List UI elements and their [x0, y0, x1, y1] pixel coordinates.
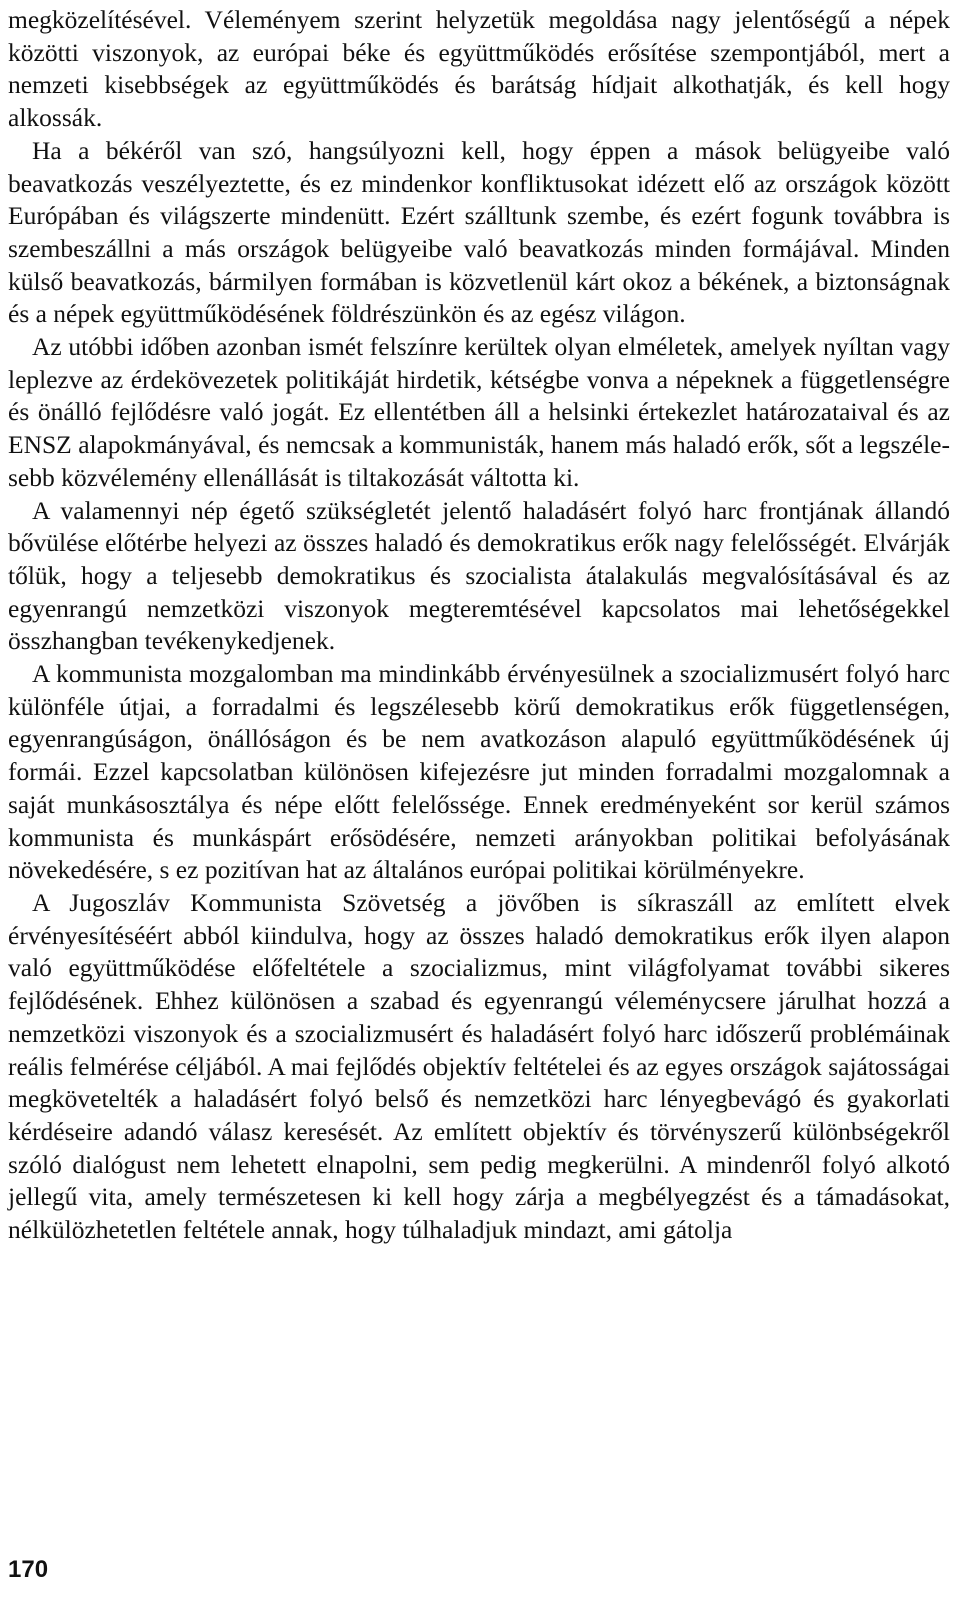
paragraph-continued: megközelítésével. Véleményem szerint helyzetük megoldása nagy jelentőségű a népek közötti viszonyok, az európai béke és együttműködés erősítése szempontjából, mert a nemzeti kisebbségek az együttműködés és barátság hídjait alkothatják, és kell hogy alkossák.: [8, 5, 950, 133]
paragraph: Ha a békéről van szó, hangsúlyozni kell, hogy éppen a mások belügyeibe való beavatkozás veszélyeztette, és ez mindenkor konfliktusokat idézett elő az országok között Európában és világszerte mindenütt. Ezért szálltunk szembe, és ezért fogunk továbbra is szembeszállni a más országok belügyeibe való beavatkozás minden formájával. Minden külső beavatkozás, bármilyen formában is közvetlenül kárt okoz a békének, a biztonságnak és a népek együttműködésének földrészünkön és az egész világon.: [8, 135, 950, 329]
paragraph: A kommunista mozgalomban ma mindinkább érvényesülnek a szocializmusért folyó harc különféle útjai, a forradalmi és legszélesebb körű demokratikus erők függetlenségen, egyenrangúságon, önállóságon és be nem avatkozáson alapuló együttműködésének új formái. Ezzel kapcsolatban különösen kifejezésre jut minden forradalmi mozgalomnak a saját munkásosztálya és népe előtt felelőssége. Ennek eredményeként sor kerül számos kommunista és munkáspárt erősödésére, nemzeti arányokban politikai befolyásának növekedésére, s ez pozitívan hat az általános európai politikai körülményekre.: [8, 659, 950, 885]
page-number: 170: [8, 1556, 49, 1583]
document-page: [8, 4, 950, 1247]
paragraph: A valamennyi nép égető szükségletét jelentő haladásért folyó harc frontjának állandó bővülése előtérbe helyezi az összes haladó és demokratikus erők nagy felelősségét. Elvárják tőlük, hogy a teljesebb demokratikus és szocialista átalakulás megvalósításával és az egyenrangú nemzetközi viszonyok megteremtésével kapcsolatos mai lehetőségekkel összhangban tevékenykedjenek.: [8, 495, 950, 656]
paragraph: Az utóbbi időben azonban ismét felszínre kerültek olyan elméletek, amelyek nyíltan vagy leplezve az érdekövezetek politikáját hirdetik, kétségbe vonva a népeknek a függetlenségre és önálló fejlődésre való jogát. Ez ellentétben áll a helsinki értekezlet határozataival és az ENSZ alapokmányával, és nemcsak a kommunisták, hanem más haladó erők, sőt a legszélesebb közvélemény ellenállását is tiltakozását váltotta ki.: [8, 332, 950, 492]
paragraph: A Jugoszláv Kommunista Szövetség a jövőben is síkraszáll az említett elvek érvényesítéséért abból kiindulva, hogy az összes haladó demokratikus erők ilyen alapon való együttműködése előfeltétele a szocializmus, mint világfolyamat további sikeres fejlődésének. Ehhez különösen a szabad és egyenrangú véleménycsere járulhat hozzá a nemzetközi viszonyok és a szocializmusért és haladásért folyó harc időszerű problémáinak reális felmérése céljából. A mai fejlődés objektív feltételei és az egyes országok sajátosságai megkövetelték a haladásért folyó belső és nemzetközi harc lényegbevágó és gyakorlati kérdéseire adandó válasz keresését. Az említett objektív és törvényszerű különbségekről szóló dialógust nem lehetett elnapolni, sem pedig megkerülni. A mindenről folyó alkotó jellegű vita, amely természetesen ki kell hogy zárja a megbélyegzést és a támadásokat, nélkülözhetetlen feltétele annak, hogy túlhaladjuk mindazt, ami gátolja: [8, 887, 950, 1245]
